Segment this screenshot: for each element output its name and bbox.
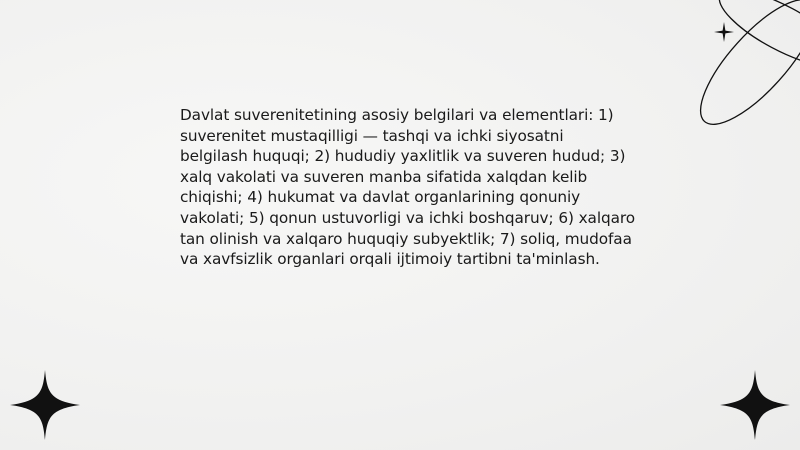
sparkle-icon [714,22,734,42]
orbit-lines-icon [670,0,800,150]
body-text: Davlat suverenitetining asosiy belgilari va elementlari: 1) suverenitet mustaqilligi — tashqi va ichki siyosatni belgilash huquqi; 2) hududiy yaxlitlik va suveren hudud; 3) xalq vakolati va suveren manba sifatida xalqdan kelib chiqishi; 4) hukumat va davlat organlarining qonuniy vakolati; 5) qonun ustuvorligi va ichki boshqaruv; 6) xalqaro tan olinish va xalqaro huquqiy subyektlik; 7) soliq, mudofaa va xavfsizlik organlari orqali ijtimoiy tartibni ta'minlash. [180,106,635,269]
four-point-star-icon [10,370,80,440]
four-point-star-icon [720,370,790,440]
